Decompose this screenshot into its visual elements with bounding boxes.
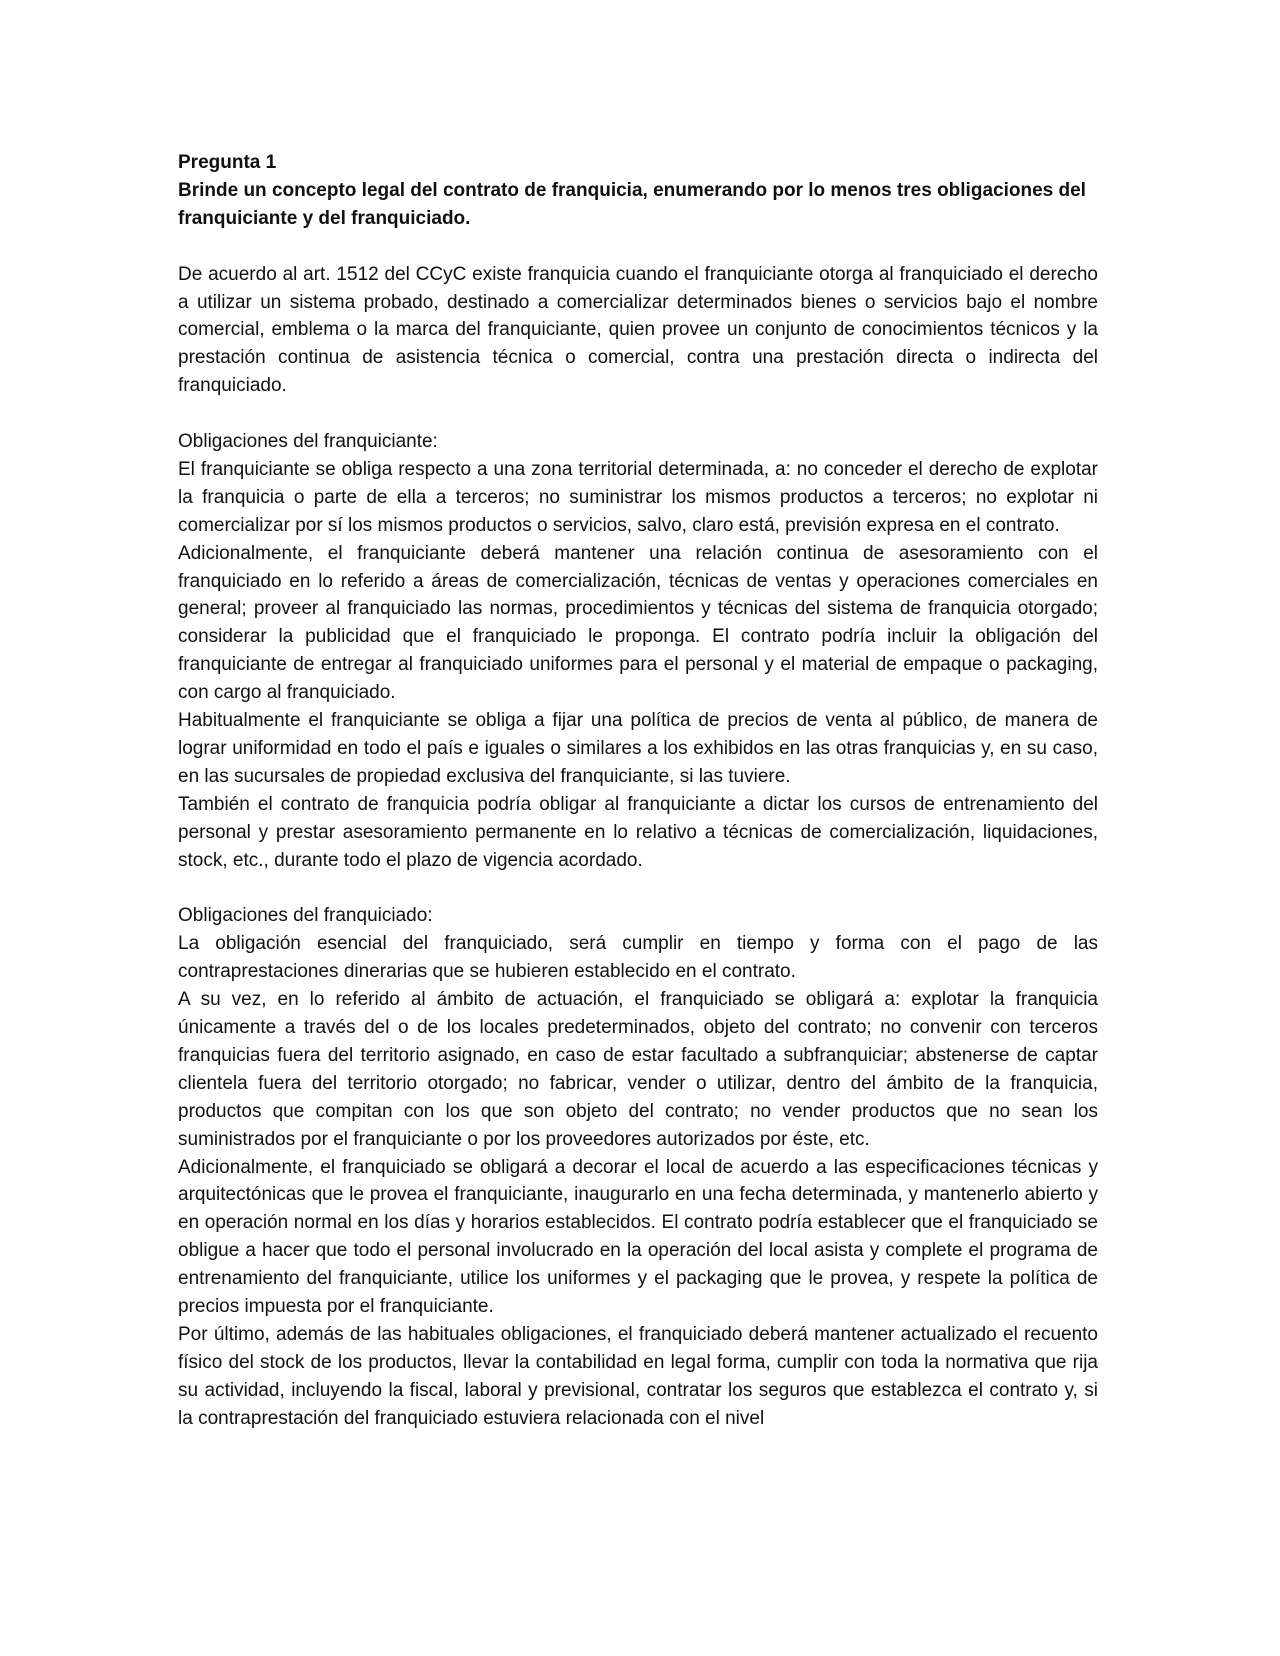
franquiciante-heading: Obligaciones del franquiciante: bbox=[178, 431, 438, 453]
franquiciado-paragraph-2: A su vez, en lo referido al ámbito de actuación, el franquiciado se obligará a: explotar la franquicia únicamente a través del o de los locales predeterminados, objeto del contrato; no convenir con terceros franquicias fuera del territorio asignado, en caso de estar facultado a subfranquiciar; abstenerse de captar clientela fuera del territorio otorgado; no fabricar, vender o utilizar, dentro del ámbito de la franquicia, productos que compitan con los que son objeto del contrato; no vender productos que no sean los suministrados por el franquiciante o por los proveedores autorizados por éste, etc. bbox=[178, 989, 1098, 1150]
franquiciante-paragraph-1: El franquiciante se obliga respecto a una zona territorial determinada, a: no conceder el derecho de explotar la franquicia o parte de ella a terceros; no suministrar los mismos productos a terceros; no explotar ni comercializar por sí los mismos productos o servicios, salvo, claro está, previsión expresa en el contrato. bbox=[178, 458, 1098, 536]
franquiciado-heading: Obligaciones del franquiciado: bbox=[178, 905, 433, 927]
franquiciado-paragraph-4: Por último, además de las habituales obligaciones, el franquiciado deberá mantener actualizado el recuento físico del stock de los productos, llevar la contabilidad en legal forma, cumplir con toda la normativa que rija su actividad, incluyendo la fiscal, laboral y previsional, contratar los seguros que establezca el contrato y, si la contraprestación del franquiciado estuviera relacionada con el nivel bbox=[178, 1324, 1098, 1429]
franquiciante-paragraph-2: Adicionalmente, el franquiciante deberá mantener una relación continua de asesoramiento con el franquiciado en lo referido a áreas de comercialización, técnicas de ventas y operaciones comerciales en general; proveer al franquiciado las normas, procedimientos y técnicas del sistema de franquicia otorgado; considerar la publicidad que el franquiciado le proponga. El contrato podría incluir la obligación del franquiciante de entregar al franquiciado uniformes para el personal y el material de empaque o packaging, con cargo al franquiciado. bbox=[178, 542, 1098, 704]
intro-paragraph: De acuerdo al art. 1512 del CCyC existe franquicia cuando el franquiciante otorga al franquiciado el derecho a utilizar un sistema probado, destinado a comercializar determinados bienes o servicios bajo el nombre comercial, emblema o la marca del franquiciante, quien provee un conjunto de conocimientos técnicos y la prestación continua de asistencia técnica o comercial, contra una prestación directa o indirecta del franquiciado. bbox=[178, 263, 1098, 397]
spacer bbox=[178, 400, 1098, 428]
document-page bbox=[178, 149, 1098, 1433]
franquiciante-paragraph-4: También el contrato de franquicia podría obligar al franquiciante a dictar los cursos de entrenamiento del personal y prestar asesoramiento permanente en lo relativo a técnicas de comercialización, liquidaciones, stock, etc., durante todo el plazo de vigencia acordado. bbox=[178, 793, 1098, 871]
spacer bbox=[178, 233, 1098, 261]
franquiciado-paragraph-3: Adicionalmente, el franquiciado se obligará a decorar el local de acuerdo a las especificaciones técnicas y arquitectónicas que le provea el franquiciante, inaugurarlo en una fecha determinada, y mantenerlo abierto y en operación normal en los días y horarios establecidos. El contrato podría establecer que el franquiciado se obligue a hacer que todo el personal involucrado en la operación del local asista y complete el programa de entrenamiento del franquiciante, utilice los uniformes y el packaging que le provea, y respete la política de precios impuesta por el franquiciante. bbox=[178, 1156, 1098, 1318]
question-number: Pregunta 1 bbox=[178, 152, 277, 173]
franquiciante-paragraph-3: Habitualmente el franquiciante se obliga a fijar una política de precios de venta al público, de manera de lograr uniformidad en todo el país e iguales o similares a los exhibidos en las otras franquicias y, en su caso, en las sucursales de propiedad exclusiva del franquiciante, si las tuviere. bbox=[178, 710, 1098, 787]
spacer bbox=[178, 875, 1098, 903]
franquiciado-paragraph-1: La obligación esencial del franquiciado, será cumplir en tiempo y forma con el pago de las contraprestaciones dinerarias que se hubieren establecido en el contrato. bbox=[178, 933, 1098, 983]
question-text: Brinde un concepto legal del contrato de franquicia, enumerando por lo menos tres obligaciones del franquiciante y del franquiciado. bbox=[178, 179, 1086, 229]
